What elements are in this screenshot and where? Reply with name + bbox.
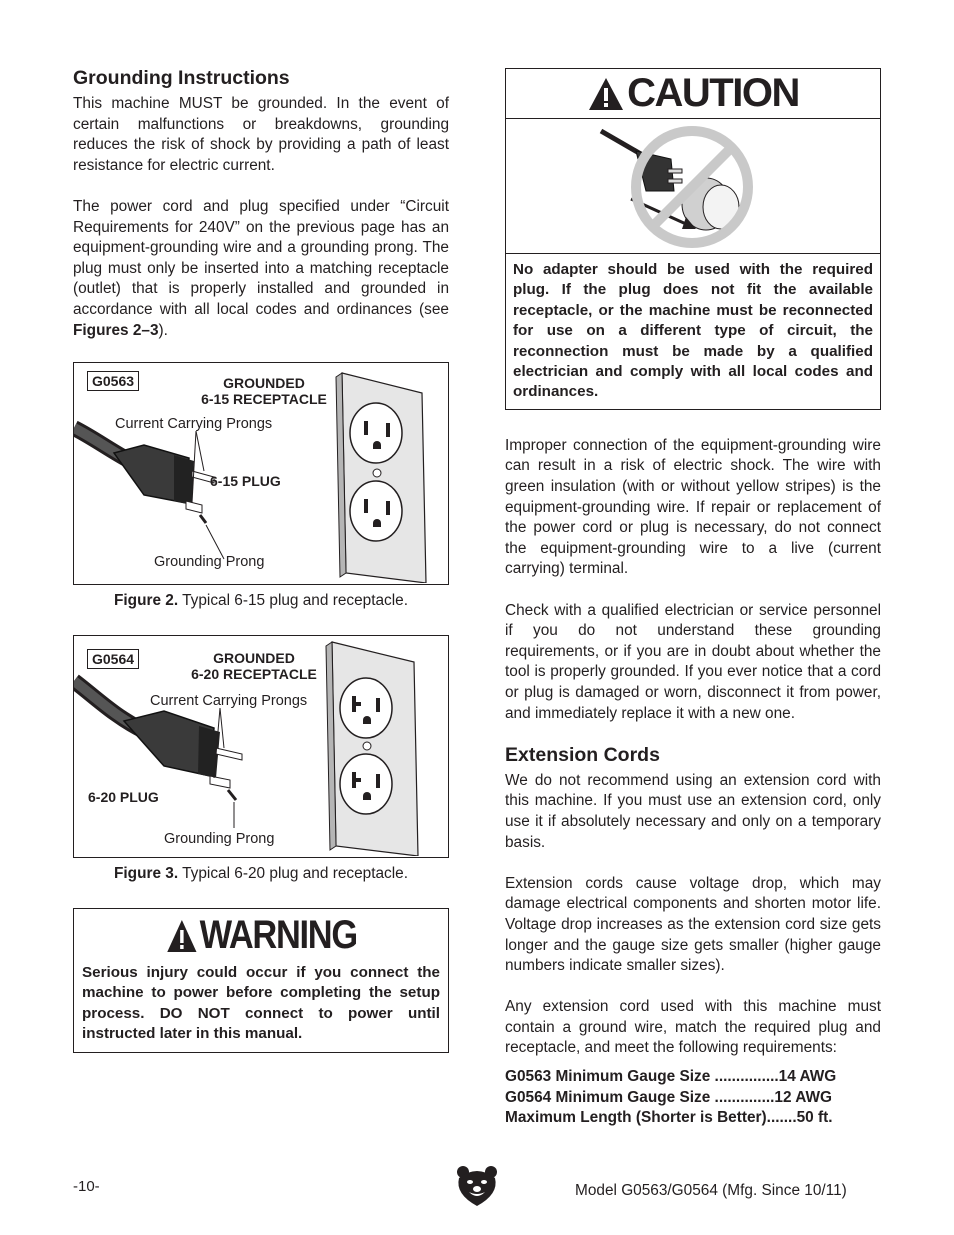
warning-header (100, 909, 422, 963)
caution-title: CAUTION (627, 71, 799, 115)
spec-row: G0564 Minimum Gauge Size ..............12 AWG (505, 1088, 832, 1106)
caution-text: No adapter should be used with the required plug. If the plug does not fit the available receptacle, or the machine must be reconnected for use on a different type of circuit, the reconnection must be made by a qualified electrician and comply with all local codes and ordinances. (513, 261, 873, 401)
figure-2-caption: Figure 2. Typical 6-15 plug and receptacle. (113, 591, 408, 609)
figure-3-plug-label: 6-20 PLUG (88, 788, 159, 805)
extension-paragraph-3: Any extension cord used with this machine must contain a ground wire, match the required plug and receptacle, and meet the following requirements: (505, 998, 881, 1057)
model-footer: Model G0563/G0564 (Mfg. Since 10/11) (575, 1182, 847, 1199)
no-adapter-icon (506, 119, 879, 254)
warning-title: WARNING (199, 913, 357, 958)
figure-3-receptacle-label: GROUNDED 6-20 RECEPTACLE (191, 649, 317, 682)
warning-triangle-icon (165, 918, 198, 954)
figure-3-model-tag: G0564 (87, 649, 139, 669)
right-column (505, 68, 881, 1129)
grounding-wire-paragraph: Improper connection of the equipment-grounding wire can result in a risk of electric shock. The wire with green insulation (with or without yellow stripes) is the equipment-grounding wire. If repair or replacement of the power cord or plug is necessary, do not connect the equipment-grounding wire to a live (current carrying) terminal. (505, 436, 881, 578)
page-number: -10- (73, 1178, 100, 1195)
caution-header (506, 69, 880, 119)
extension-paragraph-2: Extension cords cause voltage drop, which may damage electrical components and shorten motor life. Voltage drop increases as the extension cord size gets longer and the gauge size gets smaller (higher gauge numbers indicate smaller sizes). (505, 874, 881, 975)
figure-3-current-prongs-label: Current Carrying Prongs (150, 692, 308, 709)
grizzly-bear-logo-icon (455, 1164, 499, 1208)
caution-box (505, 68, 881, 410)
left-column (73, 66, 449, 1053)
extension-paragraph-1: We do not recommend using an extension cord with this machine. If you must use an extension cord, only use it if absolutely necessary and only on a temporary basis. (505, 771, 881, 851)
extension-requirements-list (505, 1067, 881, 1129)
caution-illustration (506, 119, 880, 254)
caution-triangle-icon (587, 76, 625, 112)
warning-box (73, 908, 449, 1054)
figure-3-box (73, 635, 449, 858)
figure-2-grounding-prong-label: Grounding Prong (154, 553, 265, 570)
extension-cords-heading: Extension Cords (505, 743, 660, 766)
figure-2-plug-label: 6-15 PLUG (210, 472, 281, 489)
figure-2-box (73, 362, 449, 585)
grounding-paragraph-2: The power cord and plug specified under “Circuit Requirements for 240V” on the previous page has an equipment-grounding wire and a grounding prong. The plug must only be inserted into a matching receptacle (outlet) that is properly installed and grounded in accordance with all local codes and ordinances (see Figures 2–3). (73, 197, 449, 339)
grounding-paragraph-1: This machine MUST be grounded. In the event of certain malfunctions or breakdowns, grounding reduces the risk of shock by providing a path of least resistance for electric current. (73, 95, 449, 174)
figure-2-model-tag: G0563 (87, 371, 139, 391)
warning-text: Serious injury could occur if you connect the machine to power before completing the setup process. DO NOT connect to power until instructed later in this manual. (82, 963, 440, 1042)
figure-2-receptacle-label: GROUNDED 6-15 RECEPTACLE (201, 374, 327, 407)
grounding-heading: Grounding Instructions (73, 67, 290, 89)
figures-reference: Figures 2–3 (73, 321, 159, 339)
figure-3-caption: Figure 3. Typical 6-20 plug and receptacle. (113, 864, 408, 882)
spec-row: G0563 Minimum Gauge Size ...............14 AWG (505, 1068, 837, 1086)
qualified-electrician-paragraph: Check with a qualified electrician or service personnel if you do not understand these grounding requirements, or if you are in doubt about whether the tool is properly grounded. If you ever notice that a cord or plug is damaged or worn, disconnect it from power, and immediately replace it with a new one. (505, 601, 881, 722)
spec-row: Maximum Length (Shorter is Better).......50 ft. (505, 1109, 833, 1127)
figure-2-current-prongs-label: Current Carrying Prongs (115, 415, 273, 432)
figure-3-grounding-prong-label: Grounding Prong (164, 830, 275, 847)
